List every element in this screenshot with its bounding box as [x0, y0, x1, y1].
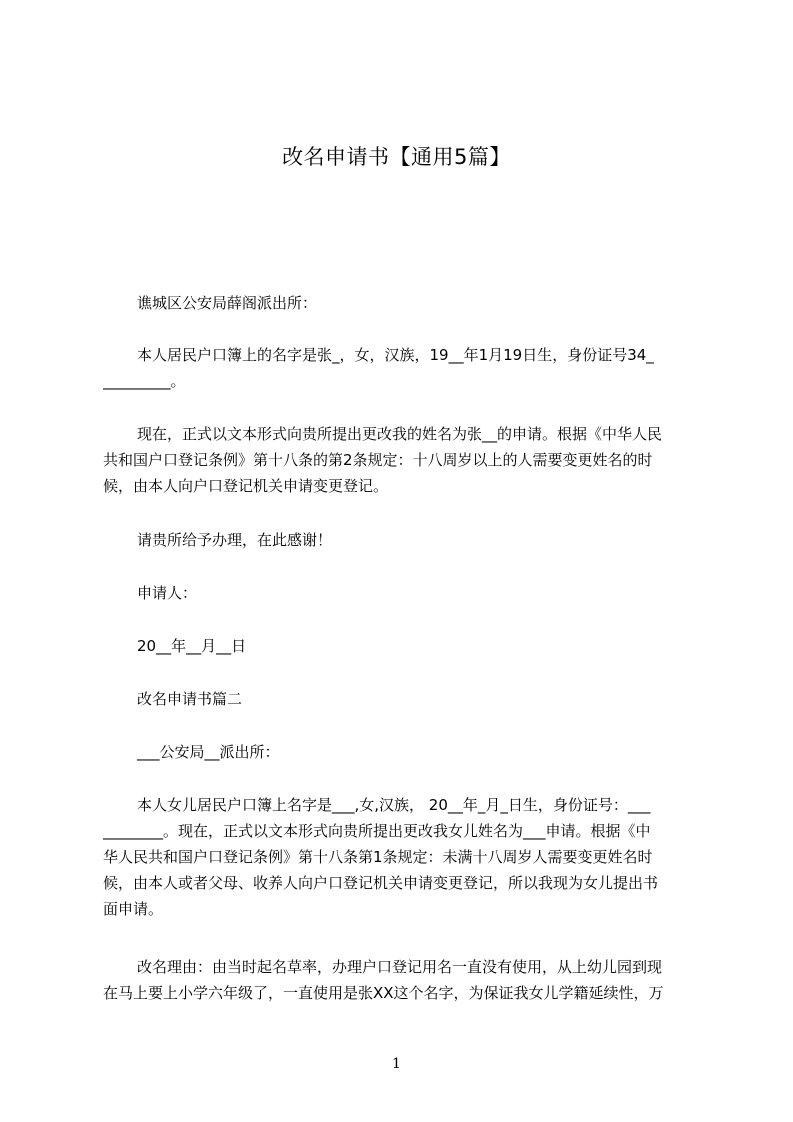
paragraph-line: 本人女儿居民户口簿上名字是___,女,汉族， 20__年_月_日生，身份证号：___ [137, 796, 651, 814]
paragraph-line: 改名申请书篇二 [137, 690, 243, 708]
daughter-identity-paragraph [103, 792, 699, 922]
section-heading-paragraph [103, 686, 699, 712]
reason-paragraph [103, 954, 699, 1006]
paragraph-line: 共和国户口登记条例》第十八条的第2条规定：十八周岁以上的人需要变更姓名的时 [103, 451, 653, 469]
paragraph-line: 20__年__月__日 [137, 637, 247, 655]
date-paragraph [103, 633, 699, 659]
identity-paragraph [103, 342, 699, 394]
request-paragraph [103, 421, 699, 499]
paragraph-line: 谯城区公安局薛阁派出所： [137, 294, 318, 312]
paragraph-line: 本人居民户口簿上的名字是张_，女，汉族，19__年1月19日生，身份证号34_ [137, 346, 654, 364]
salutation-paragraph [103, 290, 699, 316]
paragraph-line: 改名理由：由当时起名草率，办理户口登记用名一直没有使用，从上幼儿园到现 [137, 958, 663, 976]
paragraph-line: 候，由本人向户口登记机关申请变更登记。 [103, 477, 389, 495]
paragraph-line: ___公安局__派出所： [137, 743, 280, 761]
paragraph-line: 现在，正式以文本形式向贵所提出更改我的姓名为张__的申请。根据《中华人民 [137, 425, 663, 443]
paragraph-line: 面申请。 [103, 900, 164, 918]
paragraph-line: ________。现在，正式以文本形式向贵所提出更改我女儿姓名为___申请。根据《中 [103, 822, 651, 840]
page-number: 1 [392, 1056, 401, 1072]
paragraph-line: 请贵所给予办理，在此感谢！ [137, 531, 333, 549]
paragraph-line: 华人民共和国户口登记条例》第十八条第1条规定：未满十八周岁人需要变更姓名时 [103, 848, 653, 866]
paragraph-line: 候，由本人或者父母、收养人向户口登记机关申请变更登记，所以我现为女儿提出书 [103, 874, 659, 892]
thanks-paragraph [103, 527, 699, 553]
paragraph-line: _________。 [103, 372, 186, 390]
document-title: 改名申请书【通用5篇】 [282, 145, 511, 169]
applicant-paragraph [103, 580, 699, 606]
salutation-paragraph-2 [103, 739, 699, 765]
paragraph-line: 申请人： [137, 584, 198, 602]
paragraph-line: 在马上要上小学六年级了，一直使用是张XX这个名字，为保证我女儿学籍延续性，万 [103, 984, 664, 1002]
